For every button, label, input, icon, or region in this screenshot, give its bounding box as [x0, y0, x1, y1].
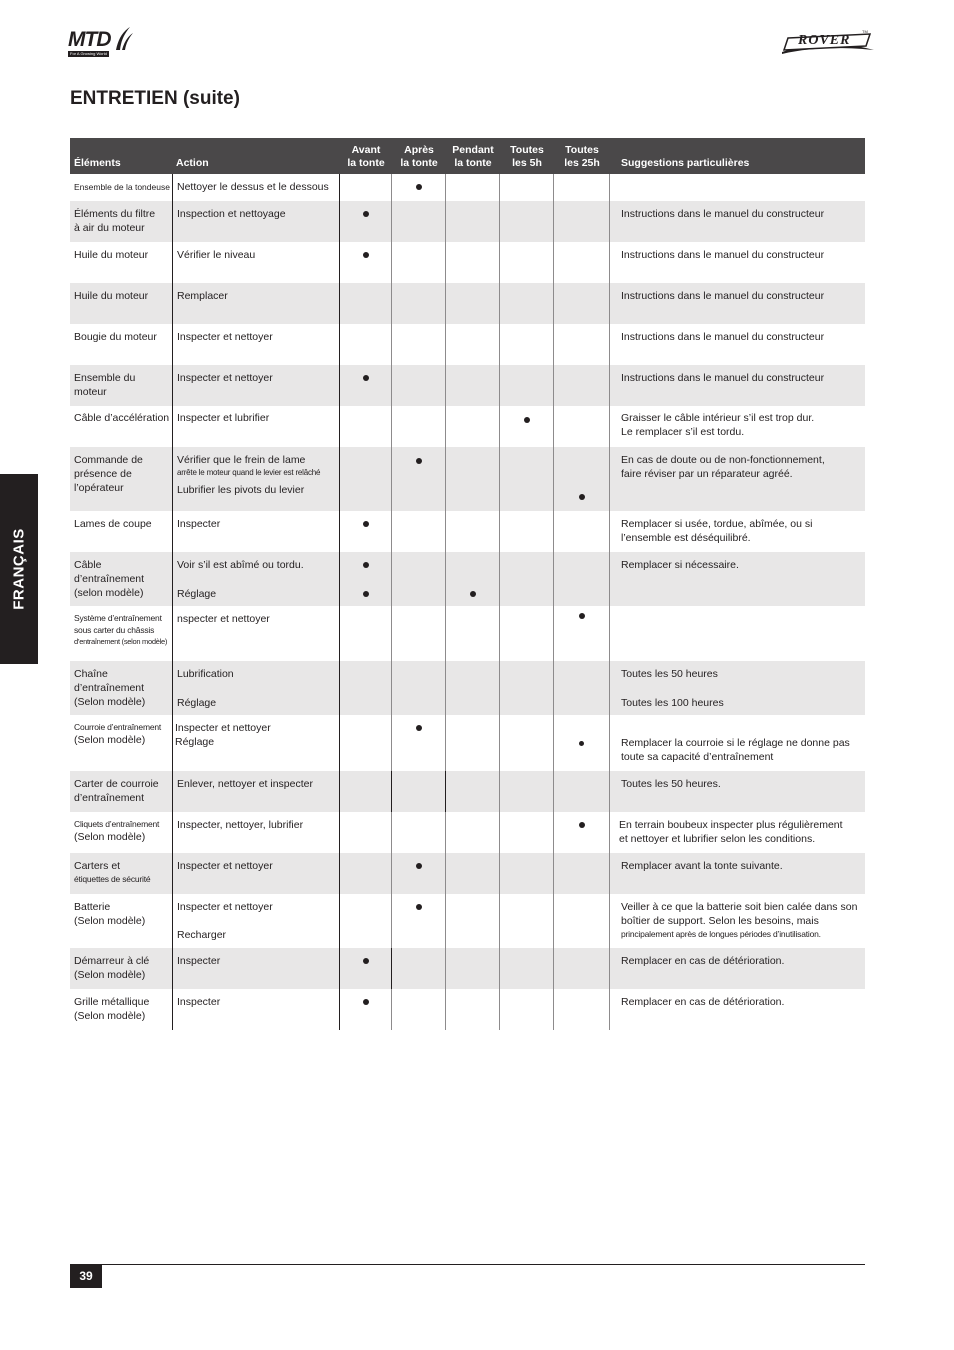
check-dot-icon	[579, 741, 584, 746]
row-element: Démarreur à clé (Selon modèle)	[74, 955, 150, 981]
mtd-logo	[68, 26, 134, 60]
row-element: Huile du moteur	[74, 249, 149, 261]
row-suggestion: En terrain boubeux inspecter plus régulièrement et nettoyer et lubrifier selon les conditions.	[619, 819, 843, 845]
mtd-tagline: For A Growing World	[70, 51, 107, 56]
table-row	[70, 894, 865, 948]
row-action: Voir s’il est abîmé ou tordu.	[177, 559, 304, 571]
cell-5h	[500, 447, 554, 511]
cell-25h	[554, 606, 610, 661]
cell-5h	[500, 715, 554, 771]
check-dot-icon	[416, 725, 422, 731]
row-element: Bougie du moteur	[74, 331, 157, 343]
table-row	[70, 552, 865, 606]
row-element: Huile du moteur	[74, 290, 149, 302]
cell-pendant	[446, 201, 500, 242]
row-action: Inspecter et lubrifier	[172, 406, 340, 447]
cell-5h	[500, 989, 554, 1030]
table-row	[70, 606, 865, 661]
cell-avant	[340, 606, 392, 661]
table-row	[70, 511, 865, 552]
grass-leaf-icon	[114, 26, 134, 52]
row-element: Câble d’entraînement (selon modèle)	[74, 559, 145, 599]
row-suggestion: Instructions dans le manuel du constructeur	[621, 372, 825, 384]
header-action: Action	[176, 157, 209, 169]
check-dot-icon	[416, 863, 422, 869]
cell-pendant	[446, 242, 500, 283]
page-number: 39	[70, 1264, 102, 1288]
rover-logo-tm: TM	[862, 29, 868, 34]
row-element-secondary: (Selon modèle)	[74, 734, 146, 746]
row-action: nspecter et nettoyer	[172, 606, 340, 661]
table-row	[70, 853, 865, 894]
cell-apres	[392, 894, 446, 948]
cell-pendant	[446, 812, 500, 853]
cell-avant	[340, 511, 392, 552]
row-action: Inspecter	[172, 989, 340, 1030]
cell-5h	[500, 552, 554, 606]
cell-pendant	[446, 948, 500, 989]
row-suggestion: Remplacer si usée, tordue, abîmée, ou si l’ensemble est déséquilibré.	[621, 518, 813, 544]
row-action: Remplacer	[172, 283, 340, 324]
cell-apres	[392, 771, 446, 812]
row-action: Vérifier le niveau	[172, 242, 340, 283]
cell-apres	[392, 201, 446, 242]
row-suggestion: En cas de doute ou de non-fonctionnement, faire réviser par un réparateur agréé.	[621, 454, 825, 480]
cell-25h	[554, 812, 610, 853]
cell-avant	[340, 948, 392, 989]
row-action-secondary: Lubrifier les pivots du levier	[177, 484, 305, 496]
cell-5h	[500, 511, 554, 552]
cell-avant	[340, 894, 392, 948]
cell-avant	[340, 201, 392, 242]
row-action: Lubrification	[177, 668, 234, 680]
check-dot-icon	[579, 822, 585, 828]
cell-apres	[392, 406, 446, 447]
row-suggestion-note: principalement après de longues périodes d’inutilisation.	[621, 929, 821, 939]
header-avant: Avant la tonte	[347, 144, 385, 169]
cell-avant	[340, 365, 392, 406]
cell-5h	[500, 771, 554, 812]
row-suggestion	[610, 606, 865, 661]
row-suggestion: Toutes les 50 heures.	[621, 778, 721, 790]
table-row	[70, 948, 865, 989]
cell-apres	[392, 812, 446, 853]
language-side-tab	[0, 474, 38, 664]
check-dot-icon	[470, 591, 476, 597]
check-dot-icon	[524, 417, 530, 423]
cell-5h	[500, 201, 554, 242]
cell-apres	[392, 511, 446, 552]
cell-25h	[554, 201, 610, 242]
row-suggestion: Veiller à ce que la batterie soit bien calée dans son boîtier de support. Selon les besoins, mais	[621, 901, 858, 927]
row-action-cell	[172, 552, 340, 606]
cell-5h	[500, 365, 554, 406]
cell-5h	[500, 406, 554, 447]
table-row	[70, 447, 865, 511]
cell-25h	[554, 948, 610, 989]
row-element: Cliquets d’entraînement	[74, 819, 160, 829]
check-dot-icon	[579, 613, 585, 619]
row-element: Carter de courroie d’entraînement	[74, 778, 159, 804]
row-action: Inspecter et nettoyer	[172, 365, 340, 406]
row-element: Système d’entraînement sous carter du châssis	[74, 613, 162, 635]
row-element-cell	[70, 853, 172, 894]
table-row	[70, 242, 865, 283]
cell-25h	[554, 447, 610, 511]
cell-apres	[392, 324, 446, 365]
cell-avant	[340, 242, 392, 283]
row-action: Inspecter et nettoyer Réglage	[172, 715, 340, 771]
row-action: Inspection et nettoyage	[172, 201, 340, 242]
table-row	[70, 365, 865, 406]
row-suggestion: Remplacer en cas de détérioration.	[621, 996, 785, 1008]
check-dot-icon	[416, 184, 422, 190]
maintenance-table	[70, 138, 865, 1030]
cell-25h	[554, 283, 610, 324]
table-row	[70, 715, 865, 771]
cell-pendant	[446, 174, 500, 201]
row-element: Commande de présence de l’opérateur	[74, 454, 143, 494]
row-action-secondary: Recharger	[177, 929, 227, 941]
cell-5h	[500, 242, 554, 283]
cell-pendant	[446, 447, 500, 511]
cell-avant	[340, 174, 392, 201]
check-dot-icon	[363, 562, 369, 568]
row-action-note: arrête le moteur quand le levier est relâché	[177, 468, 321, 477]
cell-avant	[340, 771, 392, 812]
cell-25h	[554, 365, 610, 406]
cell-25h	[554, 242, 610, 283]
check-dot-icon	[416, 904, 422, 910]
cell-apres	[392, 283, 446, 324]
row-suggestion-cell	[610, 661, 865, 715]
cell-25h	[554, 324, 610, 365]
row-suggestion-secondary: Toutes les 100 heures	[621, 697, 724, 709]
check-dot-icon	[363, 999, 369, 1005]
cell-apres	[392, 606, 446, 661]
row-action: Enlever, nettoyer et inspecter	[172, 771, 340, 812]
header-5h: Toutes les 5h	[510, 144, 544, 169]
row-element-secondary: étiquettes de sécurité	[74, 874, 151, 884]
row-suggestion: Toutes les 50 heures	[621, 668, 718, 680]
cell-5h	[500, 894, 554, 948]
footer-rule	[70, 1264, 865, 1265]
check-dot-icon	[416, 458, 422, 464]
cell-avant	[340, 406, 392, 447]
cell-5h	[500, 948, 554, 989]
row-element: Carters et	[74, 860, 121, 872]
row-element: Lames de coupe	[74, 518, 152, 530]
cell-5h	[500, 661, 554, 715]
cell-pendant	[446, 552, 500, 606]
cell-apres	[392, 948, 446, 989]
cell-avant	[340, 447, 392, 511]
cell-apres	[392, 715, 446, 771]
cell-pendant	[446, 661, 500, 715]
row-suggestion: Remplacer la courroie si le réglage ne donne pas toute sa capacité d’entraînement	[621, 737, 850, 763]
cell-25h	[554, 661, 610, 715]
cell-25h	[554, 989, 610, 1030]
cell-5h	[500, 812, 554, 853]
row-suggestion-cell	[610, 894, 865, 948]
cell-avant	[340, 324, 392, 365]
row-suggestion: Instructions dans le manuel du constructeur	[621, 290, 825, 302]
mtd-logo-text: MTD	[68, 28, 111, 51]
cell-apres	[392, 365, 446, 406]
cell-avant	[340, 661, 392, 715]
header-suggestions: Suggestions particulières	[621, 157, 750, 169]
row-action-secondary: Réglage	[177, 697, 217, 709]
row-action: Vérifier que le frein de lame	[177, 454, 306, 466]
table-row	[70, 989, 865, 1030]
cell-avant	[340, 552, 392, 606]
cell-apres	[392, 853, 446, 894]
cell-pendant	[446, 606, 500, 661]
row-element: Ensemble du moteur	[74, 372, 136, 398]
row-element: Câble d’accélération	[74, 412, 170, 424]
cell-25h	[554, 511, 610, 552]
cell-pendant	[446, 511, 500, 552]
row-element: Chaîne d’entraînement (Selon modèle)	[74, 668, 146, 708]
row-element: Ensemble de la tondeuse	[74, 182, 170, 192]
cell-pendant	[446, 853, 500, 894]
cell-apres	[392, 989, 446, 1030]
cell-pendant	[446, 989, 500, 1030]
rover-logo-text: ROVER	[798, 33, 851, 48]
cell-apres	[392, 552, 446, 606]
cell-5h	[500, 283, 554, 324]
row-suggestion	[610, 174, 865, 201]
row-suggestion: Remplacer avant la tonte suivante.	[621, 860, 783, 872]
language-side-tab-label: FRANÇAIS	[10, 528, 28, 610]
cell-apres	[392, 242, 446, 283]
cell-pendant	[446, 715, 500, 771]
row-action: Inspecter et nettoyer	[172, 853, 340, 894]
table-row	[70, 201, 865, 242]
row-suggestion: Graisser le câble intérieur s’il est trop dur. Le remplacer s’il est tordu.	[621, 412, 815, 438]
cell-25h	[554, 406, 610, 447]
cell-25h	[554, 853, 610, 894]
row-action-cell	[172, 661, 340, 715]
cell-avant	[340, 812, 392, 853]
cell-5h	[500, 324, 554, 365]
cell-avant	[340, 989, 392, 1030]
row-action-secondary: Réglage	[177, 588, 217, 600]
check-dot-icon	[363, 252, 369, 258]
cell-25h	[554, 552, 610, 606]
row-element-note: d’entraînement (selon modèle)	[74, 637, 168, 646]
cell-25h	[554, 894, 610, 948]
table-row	[70, 812, 865, 853]
check-dot-icon	[363, 375, 369, 381]
table-row	[70, 283, 865, 324]
row-suggestion: Instructions dans le manuel du constructeur	[621, 249, 825, 261]
row-element-cell	[70, 606, 172, 661]
row-element-secondary: (Selon modèle)	[74, 831, 146, 843]
check-dot-icon	[363, 521, 369, 527]
check-dot-icon	[363, 591, 369, 597]
cell-apres	[392, 447, 446, 511]
row-action: Inspecter et nettoyer	[177, 901, 273, 913]
rover-logo	[780, 28, 876, 60]
header-elements: Éléments	[74, 157, 121, 169]
row-suggestion: Remplacer si nécessaire.	[621, 559, 739, 571]
table-row	[70, 661, 865, 715]
cell-pendant	[446, 894, 500, 948]
cell-pendant	[446, 771, 500, 812]
row-suggestion: Remplacer en cas de détérioration.	[621, 955, 785, 967]
row-element-cell	[70, 715, 172, 771]
row-element: Grille métallique (Selon modèle)	[74, 996, 150, 1022]
row-action: Inspecter	[172, 511, 340, 552]
check-dot-icon	[579, 494, 585, 500]
page-title: ENTRETIEN (suite)	[70, 88, 240, 109]
row-action: Nettoyer le dessus et le dessous	[172, 174, 340, 201]
check-dot-icon	[363, 211, 369, 217]
header-apres: Après la tonte	[400, 144, 438, 169]
cell-apres	[392, 661, 446, 715]
row-action-cell	[172, 894, 340, 948]
check-dot-icon	[363, 958, 369, 964]
table-row	[70, 324, 865, 365]
cell-25h	[554, 715, 610, 771]
row-element: Courroie d’entraînement	[74, 722, 162, 732]
cell-pendant	[446, 283, 500, 324]
cell-5h	[500, 606, 554, 661]
row-suggestion: Instructions dans le manuel du constructeur	[621, 208, 825, 220]
table-row	[70, 174, 865, 201]
table-row	[70, 406, 865, 447]
header-25h: Toutes les 25h	[564, 144, 600, 169]
row-action-cell	[172, 447, 340, 511]
table-header	[70, 138, 865, 174]
cell-5h	[500, 174, 554, 201]
row-element-cell	[70, 812, 172, 853]
header-pendant: Pendant la tonte	[452, 144, 494, 169]
cell-avant	[340, 283, 392, 324]
cell-avant	[340, 715, 392, 771]
cell-avant	[340, 853, 392, 894]
row-element: Batterie (Selon modèle)	[74, 901, 146, 927]
table-row	[70, 771, 865, 812]
row-element: Éléments du filtre à air du moteur	[74, 208, 156, 234]
row-action: Inspecter	[172, 948, 340, 989]
row-suggestion: Instructions dans le manuel du constructeur	[621, 331, 825, 343]
cell-5h	[500, 853, 554, 894]
cell-pendant	[446, 324, 500, 365]
cell-25h	[554, 174, 610, 201]
cell-25h	[554, 771, 610, 812]
cell-pendant	[446, 406, 500, 447]
row-action: Inspecter et nettoyer	[172, 324, 340, 365]
cell-apres	[392, 174, 446, 201]
cell-pendant	[446, 365, 500, 406]
row-action: Inspecter, nettoyer, lubrifier	[172, 812, 340, 853]
